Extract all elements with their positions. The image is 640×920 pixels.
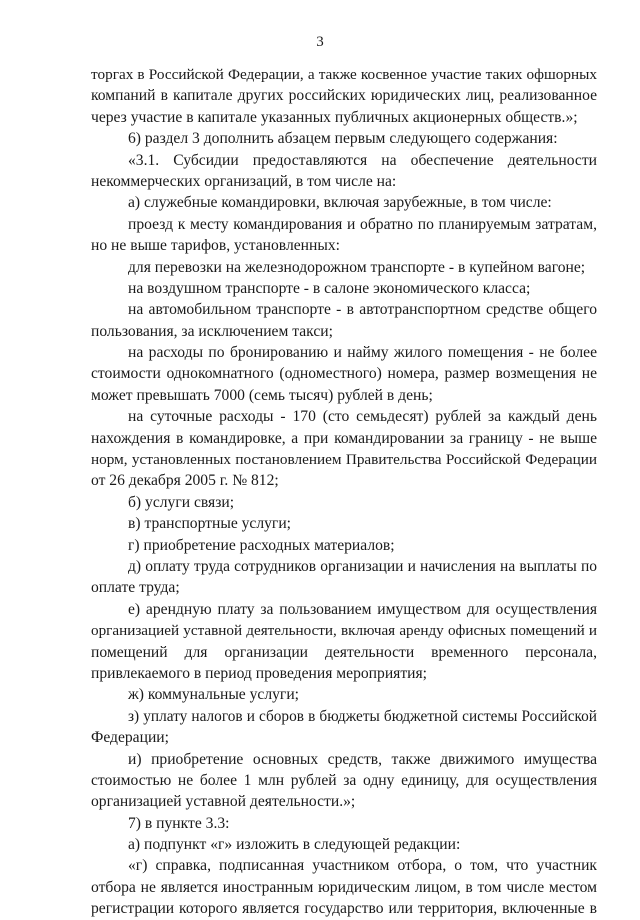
text-line: б) услуги связи; (128, 493, 235, 511)
text-line: но не выше тарифов, установленных: (91, 237, 340, 255)
text-line: привлекаемого в период проведения мероприятия; (91, 664, 427, 682)
text-line: стоимости однокомнатного (одноместного) номера, размер возмещения не (91, 365, 597, 383)
text-line: е) арендную плату за пользованием имуществом для осуществления (128, 600, 597, 618)
text-line: нахождения в командировке, а при командировании за границу - не выше (91, 429, 597, 447)
text-line: торгах в Российской Федерации, а также косвенное участие таких офшорных (91, 66, 597, 83)
text-line: пользования, за исключением такси; (91, 322, 333, 340)
text-line: норм, установленных постановлением Правительства Российской Федерации (91, 451, 597, 469)
page-number: 3 (316, 34, 324, 50)
text-line: организацией уставной деятельности, включая аренду офисных помещений и (91, 622, 597, 640)
text-line: оплате труда; (91, 579, 180, 597)
text-line: некоммерческих организаций, в том числе на: (91, 172, 397, 190)
text-line: на воздушном транспорте - в салоне экономического класса; (128, 279, 531, 297)
text-line: 7) в пункте 3.3: (128, 814, 230, 832)
text-line: д) оплату труда сотрудников организации и начисления на выплаты по (128, 557, 597, 575)
text-line: отбора не является иностранным юридическим лицом, в том числе местом (91, 878, 597, 896)
text-line: «г) справка, подписанная участником отбора, о том, что участник (128, 857, 597, 875)
text-line: з) уплату налогов и сборов в бюджеты бюджетной системы Российской (128, 707, 597, 725)
text-line: для перевозки на железнодорожном транспорте - в купейном вагоне; (128, 258, 586, 276)
text-line: и) приобретение основных средств, также движимого имущества (128, 750, 597, 768)
text-line: ж) коммунальные услуги; (128, 686, 299, 704)
text-line: компаний в капитале других российских юридических лиц, реализованное (91, 87, 597, 105)
text-line: помещений для организации деятельности временного персонала, (91, 643, 597, 661)
text-line: от 26 декабря 2005 г. № 812; (91, 472, 279, 490)
text-line: «3.1. Субсидии предоставляются на обеспечение деятельности (128, 151, 597, 169)
text-line: а) подпункт «г» изложить в следующей редакции: (128, 836, 461, 854)
text-line: 6) раздел 3 дополнить абзацем первым следующего содержания: (128, 130, 558, 148)
body-text (91, 64, 597, 920)
text-line: на расходы по бронированию и найму жилого помещения - не более (128, 344, 597, 362)
text-line: а) служебные командировки, включая зарубежные, в том числе: (128, 194, 552, 212)
text-line: регистрации которого является государство или территория, включенные в (91, 900, 597, 918)
text-line: Федерации; (91, 729, 169, 747)
text-line: г) приобретение расходных материалов; (128, 536, 395, 554)
text-line: может превышать 7000 (семь тысяч) рублей в день; (91, 386, 433, 404)
text-line: проезд к месту командирования и обратно по планируемым затратам, (128, 215, 597, 233)
text-line: на автомобильном транспорте - в автотранспортном средстве общего (128, 301, 597, 319)
text-line: на суточные расходы - 170 (сто семьдесят) рублей за каждый день (128, 408, 597, 426)
text-line: в) транспортные услуги; (128, 515, 292, 533)
text-line: стоимостью не более 1 млн рублей за одну единицу, для осуществления (91, 771, 597, 789)
text-line: организацией уставной деятельности.»; (91, 793, 356, 811)
text-line: через участие в капитале указанных публичных акционерных обществ.»; (91, 108, 578, 126)
